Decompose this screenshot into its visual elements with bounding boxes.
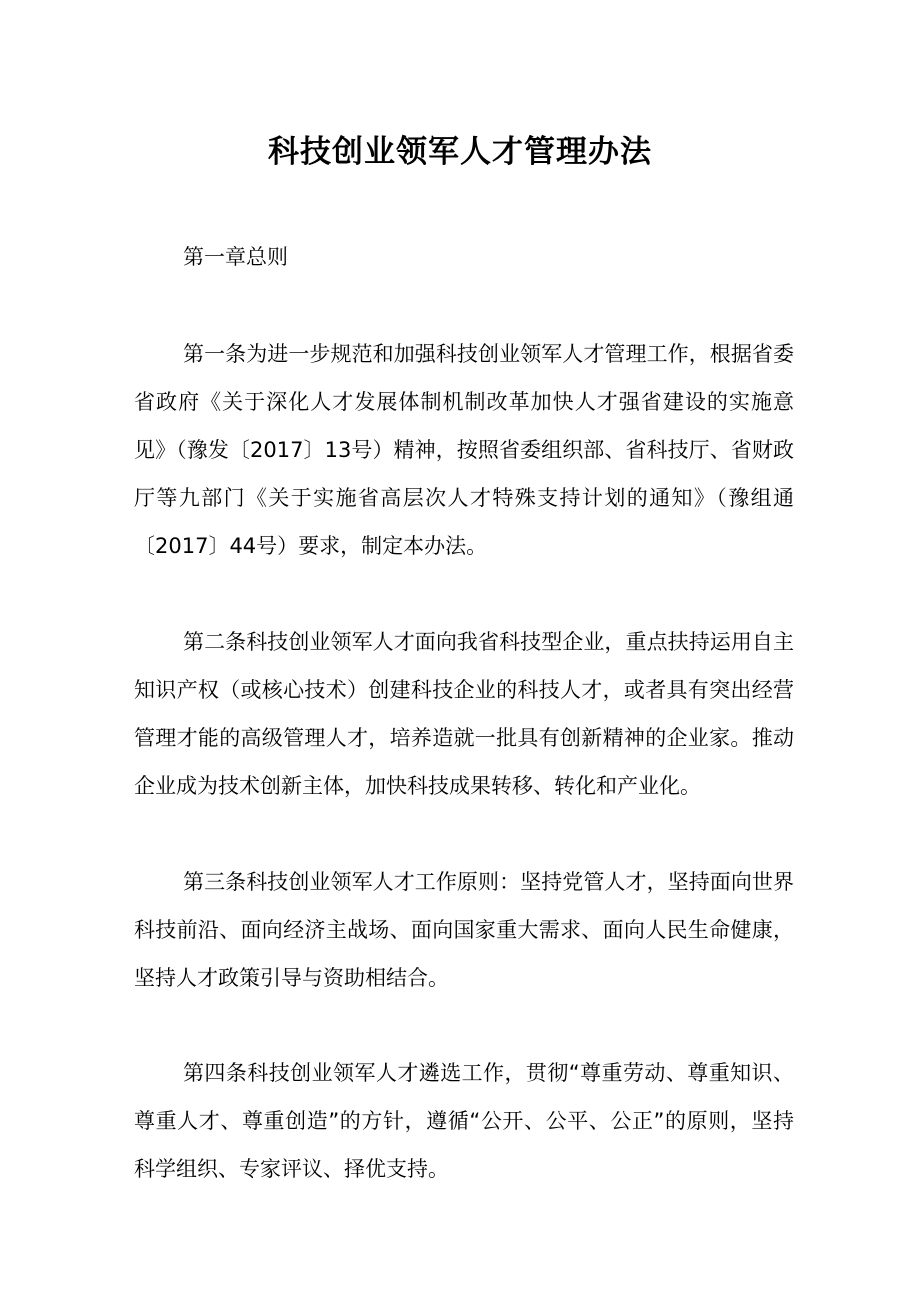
document-title: 科技创业领军人才管理办法 — [268, 134, 652, 170]
article-3: 第三条科技创业领军人才工作原则：坚持党管人才，坚持面向世界科技前沿、面向经济主战场、面向国家重大需求、面向人民生命健康，坚持人才政策引导与资助相结合。 — [134, 870, 794, 990]
article-2: 第二条科技创业领军人才面向我省科技型企业，重点扶持运用自主知识产权（或核心技术）创建科技企业的科技人才，或者具有突出经营管理才能的高级管理人才，培养造就一批具有创新精神的企业家。推动企业成为技术创新主体，加快科技成果转移、转化和产业化。 — [134, 630, 794, 798]
chapter-heading: 第一章总则 — [183, 245, 288, 269]
article-1: 第一条为进一步规范和加强科技创业领军人才管理工作，根据省委省政府《关于深化人才发展体制机制改革加快人才强省建设的实施意见》（豫发〔2017〕13号）精神，按照省委组织部、省科技厅、省财政厅等九部门《关于实施省高层次人才特殊支持计划的通知》（豫组通〔2017〕44号）要求，制定本办法。 — [134, 342, 794, 558]
article-4: 第四条科技创业领军人才遴选工作，贯彻“尊重劳动、尊重知识、尊重人才、尊重创造”的方针，遵循“公开、公平、公正”的原则，坚持科学组织、专家评议、择优支持。 — [134, 1061, 794, 1181]
